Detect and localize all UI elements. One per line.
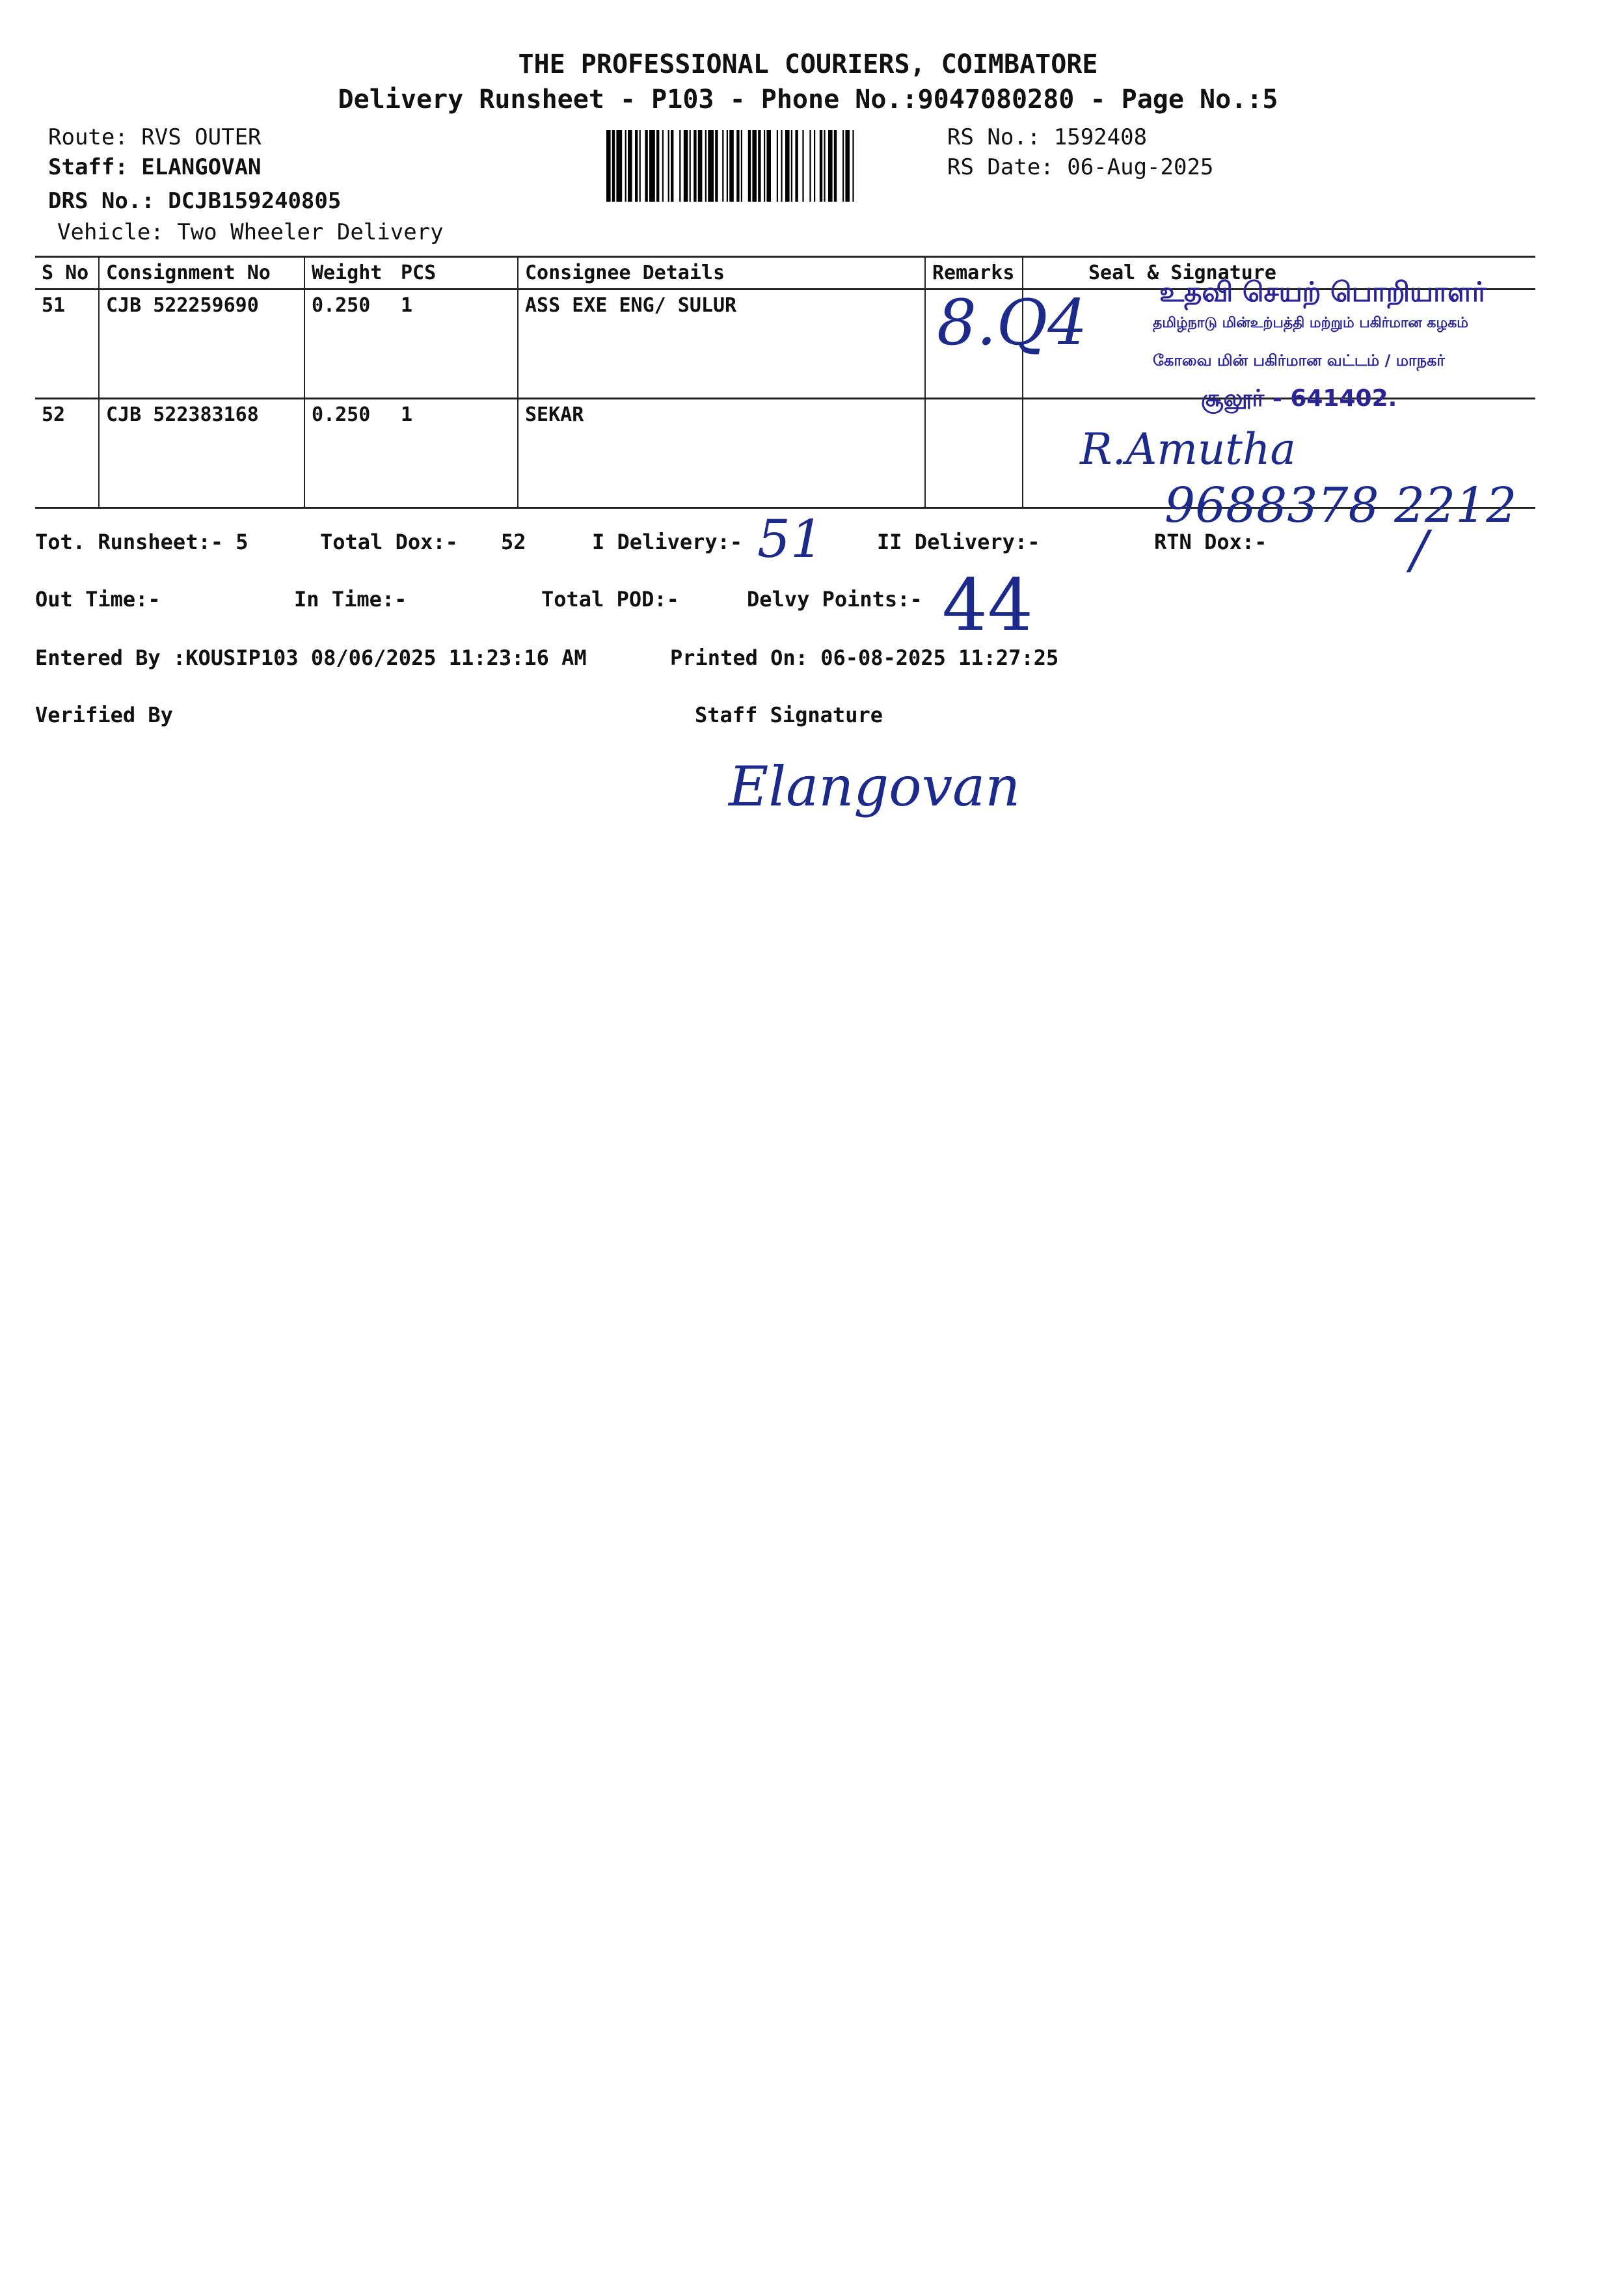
tot-runsheet: Tot. Runsheet:- 5 <box>35 530 249 554</box>
out-time: Out Time:- <box>35 587 161 612</box>
staff-signature-label: Staff Signature <box>695 703 883 727</box>
rtn-handwritten-mark: / <box>1410 519 1428 580</box>
row-pcs: 1 <box>401 403 413 426</box>
stamp-line-3: கோவை மின் பகிர்மான வட்டம் / மாநகர் <box>1153 351 1445 370</box>
rs-date: RS Date: 06-Aug-2025 <box>947 154 1214 180</box>
barcode <box>606 130 922 202</box>
ii-delivery-label: II Delivery:- <box>877 530 1040 554</box>
col-consignee: Consignee Details <box>518 257 925 290</box>
row-consignment: CJB 522383168 <box>99 399 304 508</box>
entered-by: Entered By :KOUSIP103 08/06/2025 11:23:16 AM <box>35 645 587 670</box>
drs-line: DRS No.: DCJB159240805 <box>48 188 342 214</box>
staff-line: Staff: ELANGOVAN <box>48 154 262 180</box>
row52-handwritten-name: R.Amutha <box>1080 424 1296 474</box>
verified-by: Verified By <box>35 703 173 727</box>
staff-handwritten-signature: Elangovan <box>729 755 1021 818</box>
col-weight: Weight <box>304 257 394 290</box>
delvy-points-handwritten: 44 <box>942 563 1033 647</box>
vehicle-line: Vehicle: Two Wheeler Delivery <box>57 219 444 245</box>
stamp-line-4: சூலூர் - 641402. <box>1201 385 1397 412</box>
col-seal-signature: Seal & Signature <box>1023 257 1535 290</box>
row52-handwritten-phone: 9688378 2212 <box>1165 478 1517 533</box>
row-consignee: ASS EXE ENG/ SULUR <box>518 290 925 399</box>
total-dox-label: Total Dox:- <box>320 530 458 554</box>
col-remarks: Remarks <box>925 257 1023 290</box>
rtn-dox-label: RTN Dox:- <box>1154 530 1267 554</box>
delvy-points-label: Delvy Points:- <box>747 587 922 612</box>
row51-handwritten-sign: 8.Q4 <box>937 286 1088 359</box>
company-title: THE PROFESSIONAL COURIERS, COIMBATORE <box>518 49 1098 79</box>
row-sno: 52 <box>42 403 66 426</box>
total-pod: Total POD:- <box>541 587 679 612</box>
col-consignment: Consignment No <box>99 257 304 290</box>
stamp-line-2: தமிழ்நாடு மின்உற்பத்தி மற்றும் பகிர்மான கழகம் <box>1153 315 1468 331</box>
row-sno: 51 <box>42 294 66 317</box>
row-pcs: 1 <box>401 294 413 317</box>
printed-on: Printed On: 06-08-2025 11:27:25 <box>670 645 1059 670</box>
row-weight: 0.250 <box>304 290 394 399</box>
i-delivery-label: I Delivery:- <box>592 530 743 554</box>
rs-number: RS No.: 1592408 <box>947 124 1148 150</box>
row-consignee: SEKAR <box>518 399 925 508</box>
col-pcs: PCS <box>401 262 437 284</box>
row-remarks <box>925 399 1023 508</box>
col-sno: S No <box>42 262 89 284</box>
runsheet-subtitle: Delivery Runsheet - P103 - Phone No.:9047080280 - Page No.:5 <box>338 85 1278 115</box>
row-consignment: CJB 522259690 <box>99 290 304 399</box>
total-dox-value: 52 <box>501 530 526 554</box>
i-delivery-handwritten: 51 <box>757 509 824 569</box>
row-weight: 0.250 <box>304 399 394 508</box>
route-line: Route: RVS OUTER <box>48 124 262 150</box>
stamp-line-1: உதவி செயற் பொறியாளர் <box>1159 276 1487 308</box>
in-time: In Time:- <box>294 587 407 612</box>
